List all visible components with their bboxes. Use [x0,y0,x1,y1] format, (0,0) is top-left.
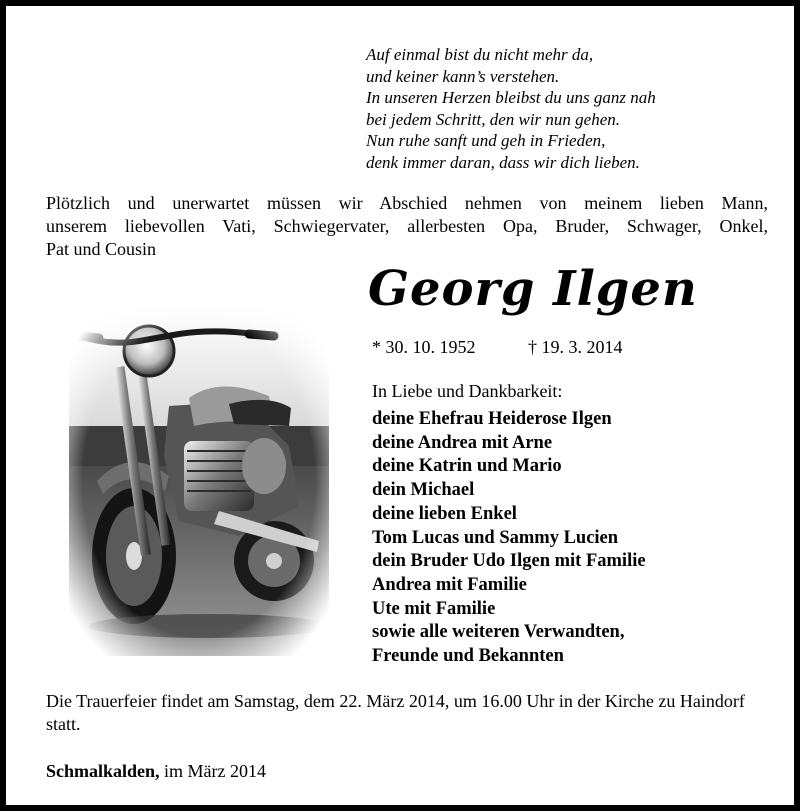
poem-line: und keiner kann’s verstehen. [366,66,560,86]
mourners-intro: In Liebe und Dankbarkeit: [372,381,563,401]
poem-line: Auf einmal bist du nicht mehr da, [366,45,594,64]
poem-line: bei jedem Schritt, den wir nun gehen. [366,109,621,129]
poem-line: In unseren Herzen bleibst du uns ganz nah [366,88,656,107]
place-city: Schmalkalden, [46,761,160,781]
place-and-date [46,760,266,783]
list-item: Ute mit Familie [372,598,496,619]
funeral-info: Die Trauerfeier findet am Samstag, dem 22. März 2014, um 16.00 Uhr in der Kirche zu Haindorf statt. [46,691,745,734]
poem-line: Nun ruhe sanft und geh in Frieden, [366,131,606,150]
list-item: dein Michael [372,480,475,501]
announcement-line: unserem liebevollen Vati, Schwiegervater, allerbesten Opa, Bruder, Schwager, Onkel, [46,216,768,236]
list-item: deine lieben Enkel [372,503,517,524]
memorial-poem [366,44,656,173]
announcement-line: Pat und Cousin [46,239,157,259]
list-item: deine Ehefrau Heiderose Ilgen [372,409,612,429]
list-item: deine Katrin und Mario [372,456,562,477]
motorcycle-photo [69,306,329,656]
place-date: im März 2014 [164,761,267,781]
list-item: Andrea mit Familie [372,574,527,595]
list-item: dein Bruder Udo Ilgen mit Familie [372,551,646,572]
death-date: † 19. 3. 2014 [528,337,623,357]
poem-line: denk immer daran, dass wir dich lieben. [366,152,640,172]
announcement-text [46,192,768,261]
list-item: sowie alle weiteren Verwandten, [372,622,625,643]
birth-date: * 30. 10. 1952 [372,337,476,357]
list-item: deine Andrea mit Arne [372,432,553,453]
list-item: Freunde und Bekannten [372,646,564,667]
deceased-name: Georg Ilgen [368,261,698,317]
announcement-line: Plötzlich und unerwartet müssen wir Abschied nehmen von meinem lieben Mann, [46,193,768,213]
list-item: Tom Lucas und Sammy Lucien [372,527,619,548]
life-dates [372,336,623,358]
mourners-list [372,408,646,669]
